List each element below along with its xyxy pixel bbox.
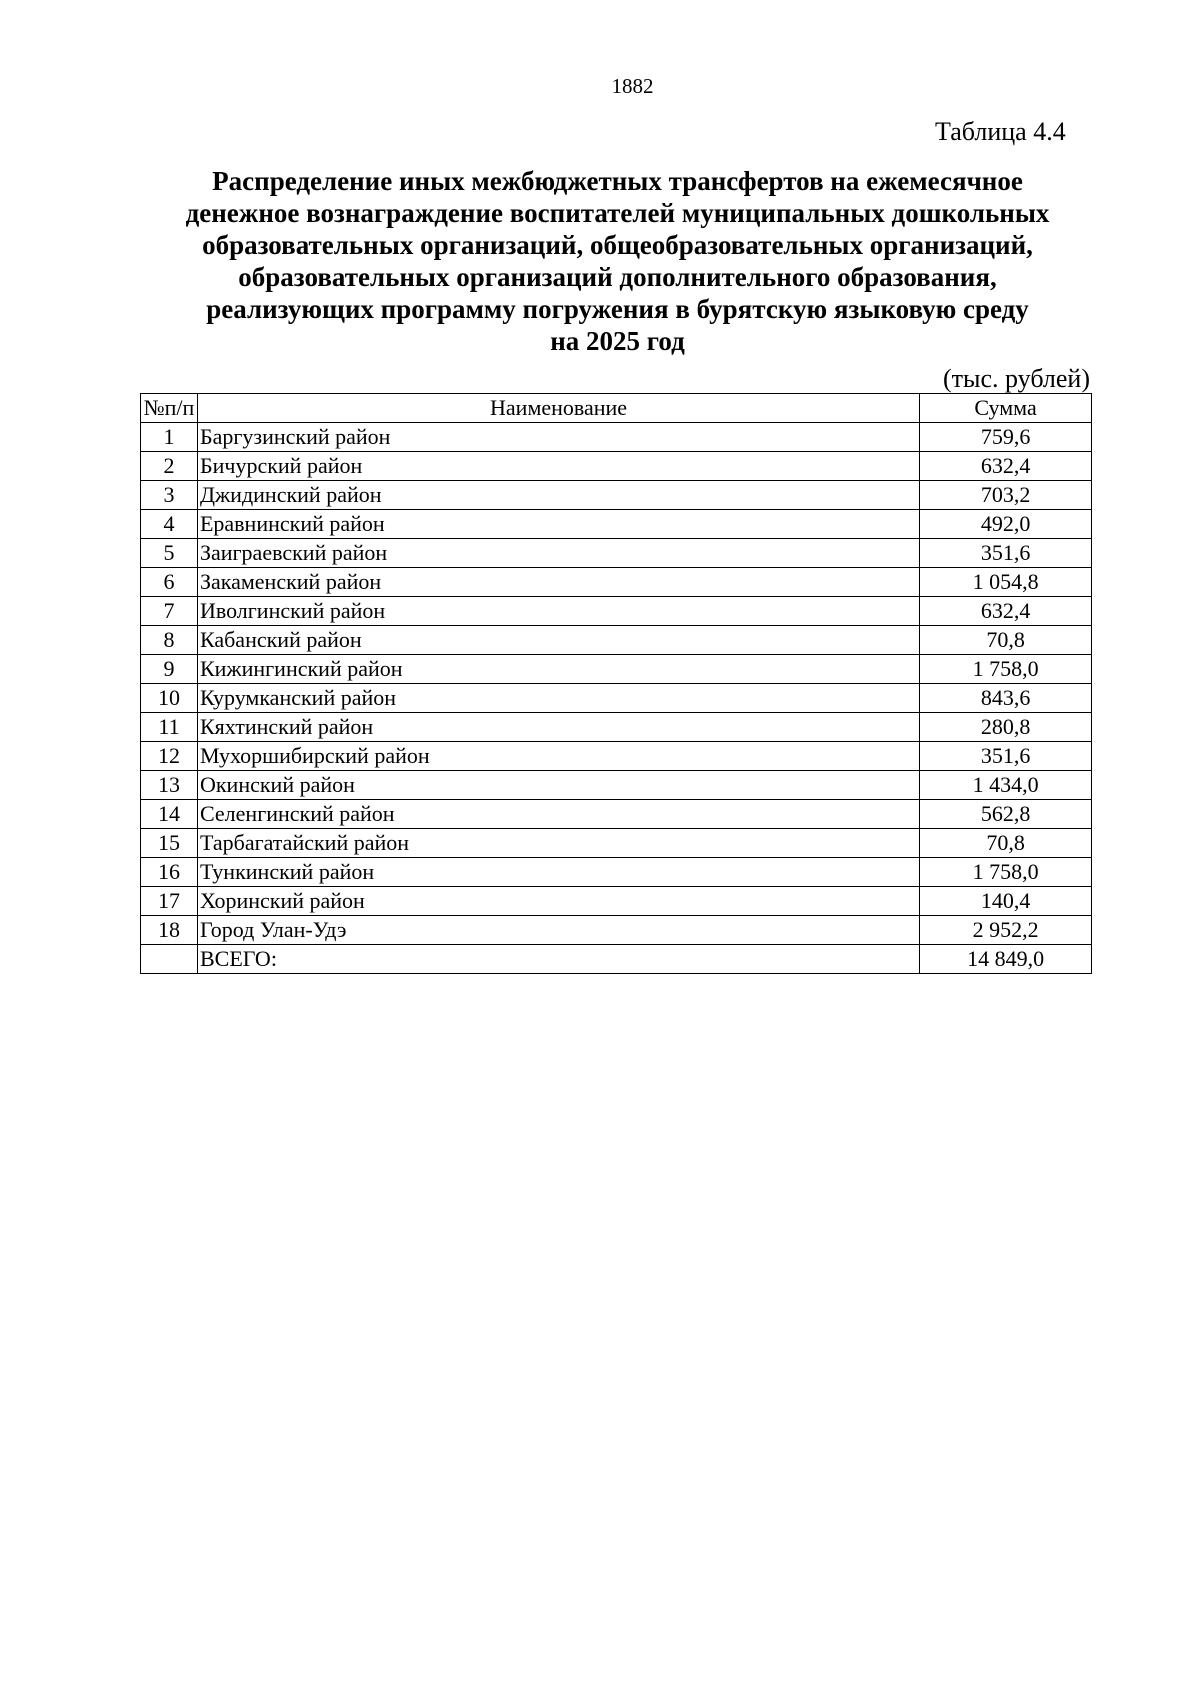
row-number-cell: 3 bbox=[141, 481, 198, 510]
row-number-cell: 6 bbox=[141, 568, 198, 597]
row-sum-cell: 1 758,0 bbox=[920, 655, 1092, 684]
row-name-cell: Селенгинский район bbox=[197, 800, 919, 829]
row-number-cell: 17 bbox=[141, 887, 198, 916]
page-number: 1882 bbox=[611, 74, 654, 98]
table-header-row bbox=[141, 394, 1092, 423]
row-name-cell: Окинский район bbox=[197, 771, 919, 800]
row-number-cell: 18 bbox=[141, 916, 198, 945]
document-title bbox=[150, 165, 1085, 357]
table-row bbox=[141, 568, 1092, 597]
row-number-cell: 10 bbox=[141, 684, 198, 713]
table-row bbox=[141, 626, 1092, 655]
row-sum-cell: 1 758,0 bbox=[920, 858, 1092, 887]
table-row bbox=[141, 800, 1092, 829]
row-number-cell: 13 bbox=[141, 771, 198, 800]
table-row bbox=[141, 742, 1092, 771]
transfers-table bbox=[140, 393, 1092, 974]
header-number: №п/п bbox=[141, 394, 198, 423]
table-row bbox=[141, 655, 1092, 684]
table-row bbox=[141, 423, 1092, 452]
row-sum-cell: 70,8 bbox=[920, 626, 1092, 655]
row-name-cell: Кабанский район bbox=[197, 626, 919, 655]
row-number-cell: 14 bbox=[141, 800, 198, 829]
row-sum-cell: 492,0 bbox=[920, 510, 1092, 539]
row-name-cell: Еравнинский район bbox=[197, 510, 919, 539]
row-name-cell: Тункинский район bbox=[197, 858, 919, 887]
title-line: образовательных организаций, общеобразовательных организаций, bbox=[202, 230, 1033, 260]
header-sum: Сумма bbox=[920, 394, 1092, 423]
total-name-cell: ВСЕГО: bbox=[197, 945, 919, 974]
table-row bbox=[141, 510, 1092, 539]
row-sum-cell: 1 054,8 bbox=[920, 568, 1092, 597]
row-name-cell: Закаменский район bbox=[197, 568, 919, 597]
row-number-cell: 4 bbox=[141, 510, 198, 539]
table-row bbox=[141, 916, 1092, 945]
table-body bbox=[141, 423, 1092, 974]
row-number-cell: 1 bbox=[141, 423, 198, 452]
row-sum-cell: 562,8 bbox=[920, 800, 1092, 829]
row-number-cell: 2 bbox=[141, 452, 198, 481]
total-num-cell bbox=[141, 945, 198, 974]
unit-label: (тыс. рублей) bbox=[942, 364, 1090, 393]
row-sum-cell: 351,6 bbox=[920, 742, 1092, 771]
row-sum-cell: 70,8 bbox=[920, 829, 1092, 858]
row-name-cell: Тарбагатайский район bbox=[197, 829, 919, 858]
table-reference: Таблица 4.4 bbox=[935, 117, 1066, 146]
table-row bbox=[141, 597, 1092, 626]
table-row bbox=[141, 684, 1092, 713]
table-row bbox=[141, 452, 1092, 481]
header-name: Наименование bbox=[197, 394, 919, 423]
row-name-cell: Город Улан-Удэ bbox=[197, 916, 919, 945]
row-name-cell: Кяхтинский район bbox=[197, 713, 919, 742]
row-sum-cell: 2 952,2 bbox=[920, 916, 1092, 945]
row-name-cell: Баргузинский район bbox=[197, 423, 919, 452]
row-sum-cell: 843,6 bbox=[920, 684, 1092, 713]
title-line: денежное вознаграждение воспитателей муниципальных дошкольных bbox=[185, 198, 1050, 228]
row-name-cell: Бичурский район bbox=[197, 452, 919, 481]
row-number-cell: 15 bbox=[141, 829, 198, 858]
row-number-cell: 16 bbox=[141, 858, 198, 887]
row-sum-cell: 703,2 bbox=[920, 481, 1092, 510]
row-sum-cell: 632,4 bbox=[920, 597, 1092, 626]
title-line: на 2025 год bbox=[550, 326, 685, 356]
row-sum-cell: 280,8 bbox=[920, 713, 1092, 742]
row-name-cell: Джидинский район bbox=[197, 481, 919, 510]
table-row bbox=[141, 481, 1092, 510]
row-number-cell: 9 bbox=[141, 655, 198, 684]
table-row bbox=[141, 858, 1092, 887]
table-row bbox=[141, 771, 1092, 800]
row-name-cell: Курумканский район bbox=[197, 684, 919, 713]
row-number-cell: 11 bbox=[141, 713, 198, 742]
row-name-cell: Хоринский район bbox=[197, 887, 919, 916]
row-name-cell: Иволгинский район bbox=[197, 597, 919, 626]
row-number-cell: 7 bbox=[141, 597, 198, 626]
title-line: реализующих программу погружения в бурятскую языковую среду bbox=[206, 294, 1029, 324]
row-sum-cell: 140,4 bbox=[920, 887, 1092, 916]
table-row bbox=[141, 539, 1092, 568]
row-sum-cell: 1 434,0 bbox=[920, 771, 1092, 800]
table-row bbox=[141, 829, 1092, 858]
row-name-cell: Мухоршибирский район bbox=[197, 742, 919, 771]
total-sum-cell: 14 849,0 bbox=[920, 945, 1092, 974]
row-name-cell: Кижингинский район bbox=[197, 655, 919, 684]
row-name-cell: Заиграевский район bbox=[197, 539, 919, 568]
title-line: Распределение иных межбюджетных трансфертов на ежемесячное bbox=[212, 166, 1023, 196]
row-sum-cell: 759,6 bbox=[920, 423, 1092, 452]
table-total-row bbox=[141, 945, 1092, 974]
table-row bbox=[141, 713, 1092, 742]
row-number-cell: 12 bbox=[141, 742, 198, 771]
table-row bbox=[141, 887, 1092, 916]
row-number-cell: 5 bbox=[141, 539, 198, 568]
row-sum-cell: 632,4 bbox=[920, 452, 1092, 481]
row-number-cell: 8 bbox=[141, 626, 198, 655]
row-sum-cell: 351,6 bbox=[920, 539, 1092, 568]
title-line: образовательных организаций дополнительного образования, bbox=[238, 262, 997, 292]
